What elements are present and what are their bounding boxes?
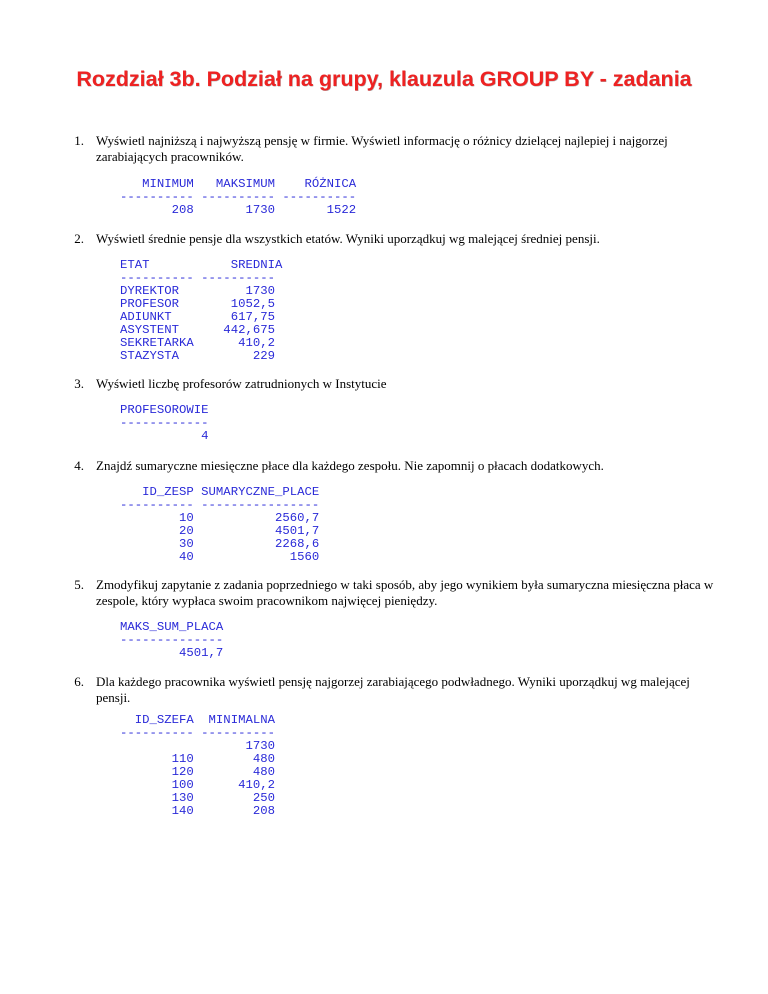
query-output: PROFESOROWIE ------------ 4 (120, 403, 209, 443)
task-text: Wyświetl najniższą i najwyższą pensję w firmie. Wyświetl informację o różnicy dzielącej najlepiej i najgorzej zarabiających pracowników. (96, 133, 668, 164)
task-text: Dla każdego pracownika wyświetl pensję najgorzej zarabiającego podwładnego. Wyniki uporządkuj wg malejącej pensji. (96, 674, 690, 705)
task-number: 1. (74, 133, 84, 148)
task-text: Znajdź sumaryczne miesięczne płace dla każdego zespołu. Nie zapomnij o płacach dodatkowych. (96, 458, 604, 473)
task-number: 5. (74, 577, 84, 592)
task-text: Wyświetl liczbę profesorów zatrudnionych w Instytucie (96, 376, 387, 391)
task-text: Wyświetl średnie pensje dla wszystkich etatów. Wyniki uporządkuj wg malejącej średniej pensji. (96, 231, 600, 246)
query-output: MINIMUM MAKSIMUM RÓŻNICA ---------- ---------- ---------- 208 1730 1522 (120, 177, 357, 217)
query-output: ID_ZESP SUMARYCZNE_PLACE ---------- ---------------- 10 2560,7 20 4501,7 30 2268,6 40 1560 (120, 485, 320, 564)
query-output: ID_SZEFA MINIMALNA ---------- ---------- 1730 110 480 120 480 100 410,2 130 250 140 208 (120, 713, 275, 818)
task-number: 2. (74, 231, 84, 246)
page-title: Rozdział 3b. Podział na grupy, klauzula GROUP BY - zadania (76, 67, 692, 91)
task-text: Zmodyfikuj zapytanie z zadania poprzedniego w taki sposób, aby jego wynikiem była sumaryczna miesięczna płaca w zespole, który wypłaca swoim pracownikom najwięcej pieniędzy. (96, 577, 714, 608)
query-output: ETAT SREDNIA ---------- ---------- DYREKTOR 1730 PROFESOR 1052,5 ADIUNKT 617,75 ASYSTENT 442,675 SEKRETARKA 410,2 STAZYSTA 229 (120, 258, 283, 363)
task-number: 6. (74, 674, 84, 689)
task-number: 3. (74, 376, 84, 391)
task-number: 4. (74, 458, 84, 473)
query-output: MAKS_SUM_PLACA -------------- 4501,7 (120, 620, 224, 660)
